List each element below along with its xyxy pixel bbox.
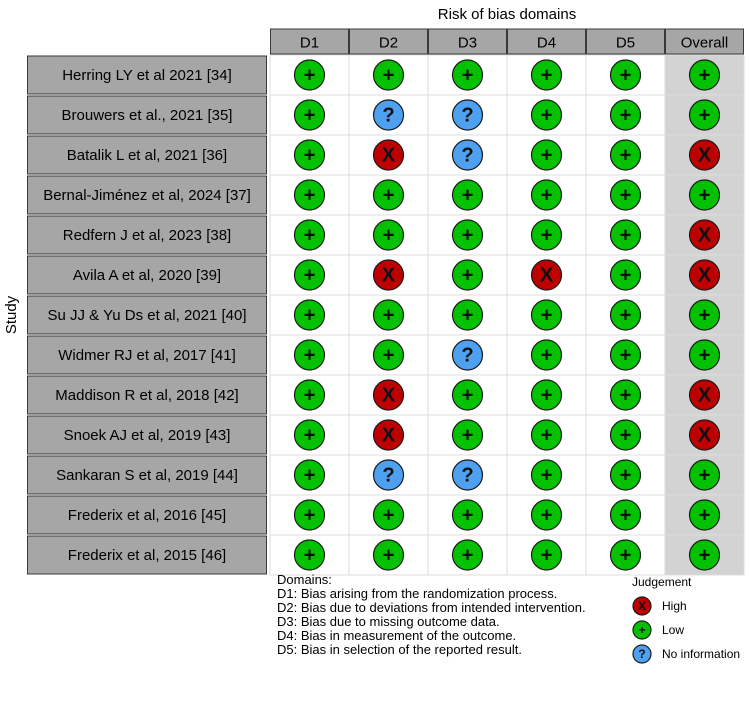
judgement-legend-label: No information: [662, 647, 741, 661]
judgement-glyph: +: [303, 384, 316, 407]
column-header-label: D4: [536, 34, 557, 52]
judgement-point: [690, 380, 720, 410]
judgement-point: [453, 500, 483, 530]
judgement-point: [453, 260, 483, 290]
judgement-glyph: X: [697, 424, 712, 447]
judgement-glyph: +: [461, 184, 474, 207]
judgement-point: [374, 60, 404, 90]
study-label: Frederix et al, 2015 [46]: [67, 547, 227, 564]
study-label: Herring LY et al 2021 [34]: [62, 67, 232, 84]
judgement-point: [295, 100, 325, 130]
judgement-glyph: +: [461, 384, 474, 407]
judgement-glyph: +: [382, 344, 395, 367]
legend-layer: [277, 572, 740, 663]
judgement-point: [453, 540, 483, 570]
study-label: Brouwers et al., 2021 [35]: [61, 107, 233, 124]
judgement-glyph: +: [638, 622, 646, 637]
judgement-glyph: X: [697, 224, 712, 247]
study-label: Frederix et al, 2016 [45]: [67, 507, 227, 524]
judgement-glyph: +: [619, 344, 632, 367]
judgement-point: [611, 500, 641, 530]
judgement-glyph: +: [382, 64, 395, 87]
judgement-point: [611, 300, 641, 330]
judgement-point: [532, 340, 562, 370]
judgement-glyph: ?: [461, 344, 474, 367]
judgement-glyph: +: [619, 264, 632, 287]
judgement-point: [532, 300, 562, 330]
judgement-point: [532, 220, 562, 250]
judgement-glyph: +: [540, 384, 553, 407]
judgement-glyph: +: [619, 504, 632, 527]
judgement-point: [374, 260, 404, 290]
judgement-point: [690, 500, 720, 530]
judgement-point: [690, 220, 720, 250]
judgement-point: [295, 220, 325, 250]
judgement-point: [611, 420, 641, 450]
judgement-point: [532, 500, 562, 530]
judgement-glyph: +: [303, 504, 316, 527]
judgement-point: [453, 220, 483, 250]
domains-legend-line: D5: Bias in selection of the reported result.: [277, 642, 522, 657]
judgement-glyph: X: [697, 264, 712, 287]
judgement-point: [295, 60, 325, 90]
judgement-glyph: +: [382, 544, 395, 567]
judgement-glyph: +: [540, 344, 553, 367]
judgement-point: [374, 100, 404, 130]
judgement-glyph: +: [461, 304, 474, 327]
judgement-point: [453, 100, 483, 130]
judgement-point: [690, 540, 720, 570]
domains-legend-title: Domains:: [277, 572, 332, 587]
judgement-glyph: X: [381, 144, 396, 167]
judgement-point: [453, 420, 483, 450]
judgement-point: [374, 380, 404, 410]
judgement-point: [690, 460, 720, 490]
chart-title: Risk of bias domains: [437, 6, 577, 23]
judgement-point: [374, 540, 404, 570]
judgement-point: [611, 260, 641, 290]
judgement-glyph: +: [540, 424, 553, 447]
judgement-glyph: X: [637, 598, 647, 613]
judgement-point: [611, 540, 641, 570]
judgement-point: [295, 260, 325, 290]
judgement-legend-symbol: [633, 621, 651, 639]
judgement-glyph: X: [697, 144, 712, 167]
judgement-glyph: X: [381, 424, 396, 447]
judgement-point: [374, 460, 404, 490]
y-axis-label: Study: [3, 295, 20, 335]
judgement-glyph: +: [619, 544, 632, 567]
domains-legend-line: D3: Bias due to missing outcome data.: [277, 614, 500, 629]
judgement-point: [611, 180, 641, 210]
judgement-glyph: +: [303, 544, 316, 567]
study-label: Batalik L et al, 2021 [36]: [66, 147, 228, 164]
judgement-glyph: +: [698, 304, 711, 327]
judgement-point: [374, 140, 404, 170]
judgement-glyph: +: [619, 184, 632, 207]
judgement-point: [374, 180, 404, 210]
judgement-glyph: +: [698, 344, 711, 367]
study-label: Su JJ & Yu Ds et al, 2021 [40]: [47, 307, 247, 324]
judgement-glyph: +: [461, 544, 474, 567]
study-label: Bernal-Jiménez et al, 2024 [37]: [43, 187, 251, 204]
domains-legend-line: D1: Bias arising from the randomization process.: [277, 586, 558, 601]
judgement-glyph: +: [540, 464, 553, 487]
judgement-point: [690, 300, 720, 330]
judgement-glyph: +: [698, 64, 711, 87]
judgement-glyph: +: [461, 224, 474, 247]
study-label: Snoek AJ et al, 2019 [43]: [63, 427, 231, 444]
judgement-glyph: +: [698, 464, 711, 487]
judgement-glyph: +: [303, 184, 316, 207]
column-header-label: Overall: [680, 34, 729, 52]
judgement-legend-symbol: [633, 645, 651, 663]
study-label: Widmer RJ et al, 2017 [41]: [58, 347, 236, 364]
judgement-glyph: +: [540, 224, 553, 247]
judgement-point: [295, 180, 325, 210]
domains-legend-line: D2: Bias due to deviations from intended intervention.: [277, 600, 586, 615]
study-label: Maddison R et al, 2018 [42]: [55, 387, 239, 404]
judgement-glyph: +: [303, 264, 316, 287]
judgement-point: [611, 220, 641, 250]
judgement-glyph: +: [461, 264, 474, 287]
judgement-glyph: X: [381, 264, 396, 287]
judgement-point: [532, 260, 562, 290]
judgement-glyph: +: [303, 344, 316, 367]
judgement-point: [532, 460, 562, 490]
judgement-glyph: +: [619, 384, 632, 407]
judgement-point: [295, 540, 325, 570]
study-label: Redfern J et al, 2023 [38]: [62, 227, 232, 244]
judgement-glyph: +: [698, 544, 711, 567]
judgement-point: [532, 100, 562, 130]
judgement-legend-label: Low: [662, 623, 685, 637]
judgement-point: [690, 180, 720, 210]
judgement-glyph: +: [540, 64, 553, 87]
judgement-legend-title: Judgement: [632, 575, 692, 589]
judgement-glyph: +: [619, 224, 632, 247]
judgement-point: [374, 300, 404, 330]
judgement-glyph: +: [619, 464, 632, 487]
judgement-point: [295, 420, 325, 450]
domains-legend-line: D4: Bias in measurement of the outcome.: [277, 628, 517, 643]
judgement-point: [453, 380, 483, 410]
judgement-point: [453, 460, 483, 490]
judgement-glyph: +: [698, 104, 711, 127]
judgement-point: [295, 300, 325, 330]
judgement-point: [374, 500, 404, 530]
judgement-glyph: +: [540, 544, 553, 567]
judgement-glyph: +: [382, 184, 395, 207]
judgement-point: [374, 220, 404, 250]
judgement-point: [611, 140, 641, 170]
judgement-glyph: ?: [382, 464, 395, 487]
judgement-glyph: +: [698, 184, 711, 207]
judgement-point: [532, 180, 562, 210]
judgement-glyph: +: [382, 224, 395, 247]
judgement-point: [453, 340, 483, 370]
judgement-point: [453, 140, 483, 170]
judgement-point: [295, 380, 325, 410]
judgement-point: [532, 60, 562, 90]
judgement-point: [690, 60, 720, 90]
judgement-point: [453, 60, 483, 90]
judgement-legend-symbol: [633, 597, 651, 615]
judgement-glyph: +: [540, 104, 553, 127]
judgement-glyph: ?: [638, 646, 646, 661]
judgement-point: [532, 140, 562, 170]
judgement-glyph: +: [303, 64, 316, 87]
judgement-point: [453, 300, 483, 330]
judgement-point: [611, 100, 641, 130]
judgement-point: [690, 100, 720, 130]
judgement-point: [532, 380, 562, 410]
judgement-point: [611, 340, 641, 370]
judgement-glyph: +: [619, 144, 632, 167]
judgement-glyph: ?: [461, 464, 474, 487]
judgement-glyph: +: [461, 424, 474, 447]
judgement-point: [690, 260, 720, 290]
study-label: Sankaran S et al, 2019 [44]: [56, 467, 238, 484]
judgement-glyph: +: [303, 424, 316, 447]
column-header-label: D5: [615, 34, 636, 52]
judgement-glyph: +: [619, 64, 632, 87]
judgement-point: [295, 140, 325, 170]
judgement-glyph: +: [540, 504, 553, 527]
judgement-point: [374, 340, 404, 370]
column-header-label: D3: [457, 34, 478, 52]
judgement-point: [295, 340, 325, 370]
column-header-label: D1: [299, 34, 320, 52]
judgement-glyph: ?: [382, 104, 395, 127]
judgement-point: [611, 460, 641, 490]
judgement-glyph: +: [698, 504, 711, 527]
judgement-glyph: +: [540, 144, 553, 167]
judgement-glyph: +: [619, 104, 632, 127]
judgement-glyph: +: [303, 304, 316, 327]
judgement-glyph: ?: [461, 144, 474, 167]
judgement-point: [295, 460, 325, 490]
judgement-glyph: X: [539, 264, 554, 287]
judgement-glyph: +: [303, 224, 316, 247]
judgement-glyph: +: [461, 504, 474, 527]
judgement-glyph: +: [619, 424, 632, 447]
judgement-glyph: +: [382, 304, 395, 327]
judgement-point: [611, 60, 641, 90]
judgement-legend-label: High: [662, 599, 687, 613]
judgement-glyph: +: [540, 304, 553, 327]
judgement-point: [374, 420, 404, 450]
judgement-glyph: X: [697, 384, 712, 407]
judgement-point: [690, 340, 720, 370]
judgement-point: [295, 500, 325, 530]
judgement-glyph: +: [619, 304, 632, 327]
judgement-glyph: +: [303, 144, 316, 167]
column-header-label: D2: [378, 34, 399, 52]
study-label: Avila A et al, 2020 [39]: [72, 267, 222, 284]
judgement-glyph: +: [303, 104, 316, 127]
judgement-point: [611, 380, 641, 410]
judgement-point: [690, 140, 720, 170]
judgement-point: [532, 420, 562, 450]
judgement-glyph: ?: [461, 104, 474, 127]
judgement-glyph: +: [382, 504, 395, 527]
judgement-point: [690, 420, 720, 450]
judgement-glyph: +: [303, 464, 316, 487]
judgement-point: [453, 180, 483, 210]
judgement-glyph: +: [461, 64, 474, 87]
judgement-point: [532, 540, 562, 570]
judgement-glyph: X: [381, 384, 396, 407]
judgement-glyph: +: [540, 184, 553, 207]
